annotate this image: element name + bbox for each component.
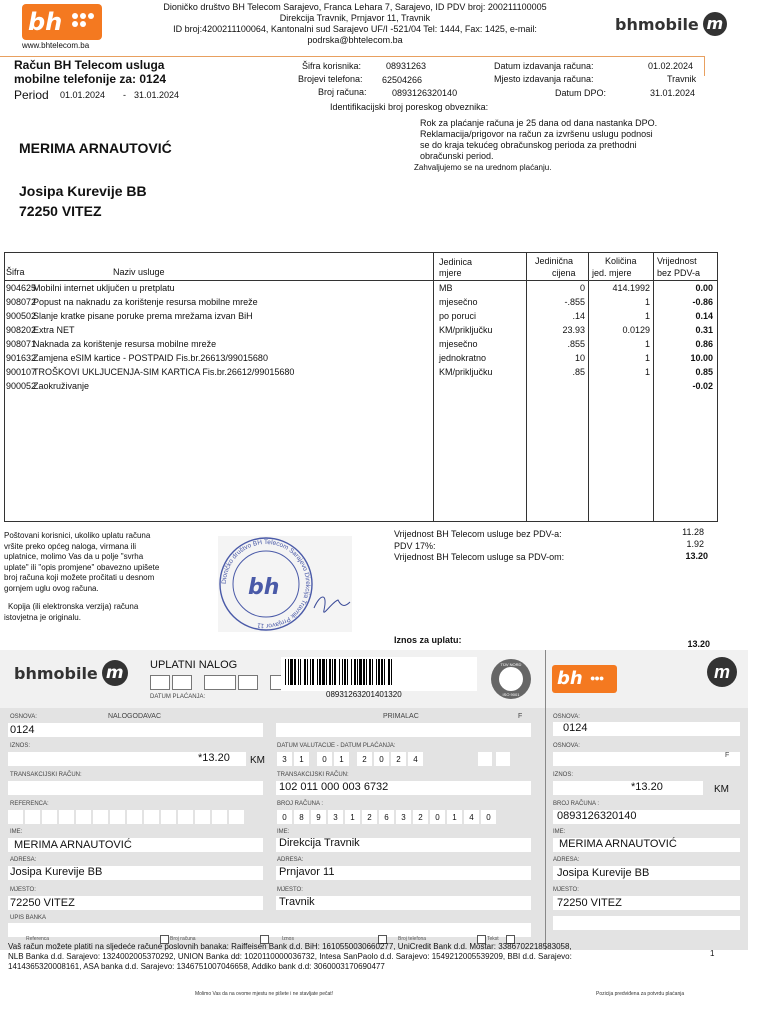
row-qty: 0.0129 <box>622 325 650 335</box>
cb-label-iznos: Iznos <box>282 936 294 942</box>
stub-address-value: Josipa Kurevije BB <box>557 867 650 879</box>
slip-m-circle-icon: m <box>707 657 737 687</box>
tax-id-label: Identifikacijski broj poreskog obveznika: <box>330 102 489 112</box>
thanks-text: Zahvaljujemo se na urednom plaćanju. <box>414 163 552 172</box>
row-service: Mobilni internet uključen u pretplatu <box>33 283 175 293</box>
company-line-4: podrska@bhtelecom.ba <box>307 35 403 45</box>
company-line-2: Direkcija Travnik, Prnjavor 11, Travnik <box>279 13 431 23</box>
m-logo-icon: m <box>703 12 727 36</box>
header-service: Naziv usluge <box>113 267 165 277</box>
stamp-center-text: bh <box>248 575 280 600</box>
recipient-name-label: IME: <box>277 829 290 835</box>
payer-city-label: MJESTO: <box>10 887 36 893</box>
valuta-digit: 0 <box>317 752 332 766</box>
instruction-line-4: uplate" ili "opis promjene" obavezno upišete <box>4 562 160 572</box>
row-service: Naknada za korištenje resursa mobilne mreže <box>33 339 217 349</box>
iso-text: ISO 9001 <box>502 692 520 697</box>
user-code: 08931263 <box>386 61 427 71</box>
stub-city-value: 72250 VITEZ <box>557 897 622 909</box>
bill-title-line2: mobilne telefonije za: 0124 <box>14 72 167 86</box>
amount-value: *13.20 <box>198 752 230 764</box>
payer-address-label: ADRESA: <box>10 857 37 863</box>
slip-bhmobile-logo <box>14 660 128 686</box>
row-value: 0.85 <box>695 367 713 377</box>
tuv-text: TÜV NORD <box>500 662 522 667</box>
gross-total: 13.20 <box>685 551 708 561</box>
account-label: Broj računa: <box>318 87 367 97</box>
stub-name-value: MERIMA ARNAUTOVIĆ <box>559 838 677 850</box>
amount-due: 13.20 <box>687 639 710 649</box>
header-value-1: Vrijednost <box>657 256 697 266</box>
table-row <box>5 309 717 323</box>
recipient-address-value: Prnjavor 11 <box>279 866 335 878</box>
stamp-seal-icon <box>218 536 352 632</box>
company-line-3: ID broj:4200211100064, Kantonalni sud Sarajevo UF/I -521/04 Tel: 1444, Fax: 1425, e-mail: <box>173 24 537 34</box>
row-price: -.855 <box>564 297 585 307</box>
osnova-field[interactable] <box>8 723 263 737</box>
bank-label: UPIS BANKA <box>10 915 47 921</box>
payer-account-field[interactable] <box>8 781 263 795</box>
stamp-ring-text: Dioničko društvo BH Telecom Sarajevo Direkcija Travnik Prnjavor 11 <box>220 538 312 630</box>
account-number-field[interactable] <box>277 810 498 824</box>
company-line-1: Dioničko društvo BH Telecom Sarajevo, Franca Lehara 7, Sarajevo, ID PDV broj: 200211100005 <box>163 2 547 12</box>
table-row <box>5 365 717 379</box>
bank-note-line-2: NLB Banka d.d. Sarajevo: 1324002005370292, UNION Banka dd: 1020110000036732, Intesa SanPaolo d.d. Sarajevo: 1549212005539209, BBI d.d. Sarajevo: <box>8 952 572 961</box>
currency-label: KM <box>250 755 265 766</box>
copy-note-line-2: istovjetna je originalu. <box>4 612 81 622</box>
copy-note <box>4 602 138 623</box>
stamp-area <box>218 536 352 632</box>
row-code: 900502 <box>6 311 37 321</box>
header-value-2: bez PDV-a <box>657 268 701 278</box>
note-line-4: obračunski period. <box>420 151 494 161</box>
stub-amount-field[interactable] <box>553 781 703 795</box>
valuta-label: DATUM VALUTACIJE - DATUM PLAĆANJA: <box>277 743 396 749</box>
amount-due-label: Iznos za uplatu: <box>394 635 462 645</box>
bh-logo-text: bh <box>28 8 63 36</box>
table-row <box>5 323 717 337</box>
phone-number: 62504266 <box>382 75 423 85</box>
payer-heading: NALOGODAVAC <box>108 713 162 720</box>
header-price-2: cijena <box>552 268 576 278</box>
broj-racuna-label: BROJ RAČUNA : <box>277 801 324 807</box>
row-service: Popust na naknadu za korištenje resursa mobilne mreže <box>33 297 258 307</box>
row-service: Slanje kratke pisane poruke prema mrežama izvan BiH <box>33 311 253 321</box>
referenca-label: REFERENCA: <box>10 801 49 807</box>
barcode-text: 08931263201401320 <box>326 690 402 699</box>
row-price: .855 <box>567 339 585 349</box>
recipient-address-label: ADRESA: <box>277 857 304 863</box>
row-unit: mjesečno <box>439 339 478 349</box>
stub-iznos-label: IZNOS: <box>553 772 574 778</box>
row-unit: jednokratno <box>439 353 487 363</box>
table-row <box>5 379 717 393</box>
header-divider-right <box>704 56 705 76</box>
cb-label-tekst: Tekst <box>487 936 499 942</box>
account-digit: 9 <box>311 810 326 824</box>
service-items-table <box>4 252 718 522</box>
barcode-icon <box>281 657 477 687</box>
website-text: www.bhtelecom.ba <box>22 41 90 50</box>
valuta-digit: 2 <box>357 752 372 766</box>
stub-city-label: MJESTO: <box>553 887 579 893</box>
table-row <box>5 337 717 351</box>
bhmobile-logo <box>615 12 727 36</box>
row-value: 0.00 <box>695 283 713 293</box>
header-divider <box>0 56 704 57</box>
stub-account-value: 0893126320140 <box>557 810 637 822</box>
slip-title: UPLATNI NALOG <box>150 659 238 671</box>
recipient-city-label: MJESTO: <box>277 887 303 893</box>
row-qty: 1 <box>644 353 650 363</box>
account-digit: 0 <box>277 810 292 824</box>
header-qty-1: Količina <box>605 256 637 266</box>
header-price-1: Jedinična <box>535 256 574 266</box>
cb-label-referenca: Referenca <box>26 936 50 942</box>
customer-city: 72250 VITEZ <box>19 203 102 219</box>
slip-bh-dots-icon: ●●● <box>590 673 604 683</box>
tuv-iso-icon <box>487 657 535 701</box>
stub-osnova2-label: OSNOVA: <box>553 743 580 749</box>
valuta-digit: 1 <box>334 752 349 766</box>
logo-dots-icon <box>72 13 94 31</box>
period-from: 01.01.2024 <box>60 90 106 100</box>
vat-label: PDV 17%: <box>394 541 436 551</box>
instruction-line-5: broj računa koji možete pročitati u desnom <box>4 573 155 582</box>
user-code-label: Šifra korisnika: <box>302 61 362 71</box>
row-service: Extra NET <box>33 325 75 335</box>
row-unit: MB <box>439 283 453 293</box>
cb-label-broj: Broj računa <box>170 936 196 942</box>
row-code: 908202 <box>6 325 37 335</box>
payment-instruction <box>4 531 159 594</box>
net-total-label: Vrijednost BH Telecom usluge bez PDV-a: <box>394 529 562 539</box>
recipient-account-label: TRANSAKCIJSKI RAČUN: <box>277 772 349 778</box>
payer-name-value: MERIMA ARNAUTOVIĆ <box>14 839 132 851</box>
tuv-certificate <box>487 657 535 701</box>
payer-city-value: 72250 VITEZ <box>10 897 75 909</box>
stub-osnova-label: OSNOVA: <box>553 714 580 720</box>
row-qty: 1 <box>644 339 650 349</box>
valuta-extra-box-1[interactable] <box>478 752 492 766</box>
note-line-3: se do kraja tekućeg obračunskog perioda za prethodni <box>420 140 637 150</box>
company-info <box>120 2 590 46</box>
recipient-account-value: 102 011 000 003 6732 <box>279 781 389 793</box>
bh-telecom-logo <box>22 4 102 40</box>
stub-amount-value: *13.20 <box>631 781 663 793</box>
stub-broj-racuna-label: BROJ RAČUNA : <box>553 801 600 807</box>
signature-icon <box>314 597 350 612</box>
account-digit: 8 <box>294 810 309 824</box>
issue-date-label: Datum izdavanja računa: <box>494 61 594 71</box>
table-row <box>5 281 717 295</box>
row-value: 0.31 <box>695 325 713 335</box>
phone-label: Brojevi telefona: <box>298 74 363 84</box>
table-row <box>5 351 717 365</box>
row-value: 0.86 <box>695 339 713 349</box>
bottom-note-right: Pozicija predviđena za potvrdu plaćanja <box>596 991 685 997</box>
note-line-2: Reklamacija/prigovor na račun za izvršenu uslugu podnosi <box>420 129 653 139</box>
row-price: 23.93 <box>562 325 585 335</box>
bhmobile-text: bhmobile <box>615 14 699 34</box>
account-digit: 6 <box>379 810 394 824</box>
recipient-city-value: Travnik <box>279 896 315 908</box>
issue-place-label: Mjesto izdavanja računa: <box>494 74 594 84</box>
stub-osnova-value: 0124 <box>563 722 588 734</box>
issue-place: Travnik <box>667 74 697 84</box>
row-price: 10 <box>574 353 585 363</box>
row-value: -0.86 <box>692 297 713 307</box>
payment-date-label: DATUM PLAĆANJA: <box>150 694 206 700</box>
row-code: 900052 <box>6 381 37 391</box>
row-unit: mjesečno <box>439 297 478 307</box>
valuta-digit: 0 <box>374 752 389 766</box>
account-digit: 1 <box>447 810 462 824</box>
slip-bh-logo <box>552 665 617 693</box>
row-code: 908072 <box>6 297 37 307</box>
issue-date: 01.02.2024 <box>648 61 694 71</box>
slip-bhmobile-text: bhmobile <box>14 663 98 683</box>
customer-street: Josipa Kurevije BB <box>19 183 147 199</box>
payment-notes <box>420 118 657 162</box>
barcode <box>281 657 477 691</box>
instruction-line-2: vršite preko općeg naloga, virmana ili <box>4 541 137 551</box>
note-line-1: Rok za plaćanje računa je 25 dana od dana nastanka DPO. <box>420 118 658 128</box>
recipient-osnova-field[interactable] <box>276 723 531 737</box>
payer-account-label: TRANSAKCIJSKI RAČUN: <box>10 772 82 778</box>
f-mark: F <box>518 713 523 720</box>
row-qty: 1 <box>644 311 650 321</box>
account-digit: 2 <box>413 810 428 824</box>
valuta-digit: 4 <box>408 752 423 766</box>
net-total: 11.28 <box>682 527 704 537</box>
header-qty-2: jed. mjere <box>592 268 632 278</box>
bill-title-line1: Račun BH Telecom usluga <box>14 58 165 72</box>
row-code: 900107 <box>6 367 37 377</box>
payer-name-label: IME: <box>10 829 23 835</box>
slip-divider <box>545 650 546 950</box>
stub-name-label: IME: <box>553 829 566 835</box>
stub-f-mark: F <box>725 752 730 759</box>
bank-accounts-note <box>8 942 572 972</box>
account-digit: 4 <box>464 810 479 824</box>
row-qty: 1 <box>644 367 650 377</box>
valuta-digit: 2 <box>391 752 406 766</box>
period-dash: - <box>123 90 126 100</box>
account-number: 0893126320140 <box>392 88 458 98</box>
valuta-digit: 3 <box>277 752 292 766</box>
row-unit: KM/priključku <box>439 367 493 377</box>
stub-address-label: ADRESA: <box>553 857 580 863</box>
row-unit: po poruci <box>439 311 477 321</box>
row-value: 10.00 <box>690 353 713 363</box>
stub-osnova2-field[interactable] <box>553 752 740 766</box>
slip-bh-logo-text: bh <box>557 668 583 689</box>
stub-currency: KM <box>714 784 729 795</box>
dpo-date: 31.01.2024 <box>650 88 696 98</box>
valuta-digit: 1 <box>294 752 309 766</box>
row-code: 904625 <box>6 283 37 293</box>
osnova-label: OSNOVA: <box>10 714 37 720</box>
account-digit: 2 <box>362 810 377 824</box>
row-qty: 414.1992 <box>612 283 650 293</box>
account-digit: 3 <box>396 810 411 824</box>
slip-m-logo-icon: m <box>102 660 128 686</box>
row-value: -0.02 <box>692 381 713 391</box>
instruction-line-6: gornjem uglu ovog računa. <box>4 583 99 593</box>
row-price: .85 <box>572 367 585 377</box>
period-to: 31.01.2024 <box>134 90 180 100</box>
row-service: Zamjena eSIM kartice - POSTPAID Fis.br.26613/99015680 <box>33 353 268 363</box>
row-price: 0 <box>579 283 585 293</box>
payer-address-value: Josipa Kurevije BB <box>10 866 103 878</box>
customer-name: MERIMA ARNAUTOVIĆ <box>19 140 172 156</box>
account-digit: 0 <box>481 810 496 824</box>
header-code: Šifra <box>6 267 25 277</box>
period-label: Period <box>14 88 49 102</box>
bottom-note: Molimo Vas da na ovome mjestu ne pišete i ne stavljate pečat! <box>195 991 334 997</box>
bank-note-line-3: 1414365320008161, ASA banka d.d. Sarajevo: 1346751007046658, Addiko bank d.d: 3060003170690477 <box>8 962 385 971</box>
cb-label-telefon: Broj telefona <box>398 936 427 942</box>
dpo-label: Datum DPO: <box>555 88 607 98</box>
row-value: 0.14 <box>695 311 713 321</box>
page-number: 1 <box>710 949 715 958</box>
vat-total: 1.92 <box>686 539 704 549</box>
instruction-line-1: Poštovani korisnici, ukoliko uplatu računa <box>4 531 151 540</box>
date-boxes <box>150 675 290 690</box>
gross-total-label: Vrijednost BH Telecom usluge sa PDV-om: <box>394 552 565 562</box>
bank-note-line-1: Vaš račun možete platiti na sljedeće račune poslovnih banaka: Raiffeisen Bank d.d. BiH: 1610550030660277, UniCredit Bank d.d. Mostar: 3386702218583058, <box>8 942 572 951</box>
iznos-label: IZNOS: <box>10 743 31 749</box>
account-digit: 3 <box>328 810 343 824</box>
row-code: 908071 <box>6 339 37 349</box>
header-unit-1: Jedinica <box>439 257 473 267</box>
valuta-date-field[interactable] <box>277 752 425 766</box>
row-price: .14 <box>572 311 585 321</box>
account-digit: 0 <box>430 810 445 824</box>
copy-note-line-1: Kopija (ili elektronska verzija) računa <box>8 602 139 611</box>
table-row <box>5 295 717 309</box>
recipient-heading: PRIMALAC <box>383 713 419 720</box>
row-unit: KM/priključku <box>439 325 493 335</box>
row-service: TROŠKOVI UKLJUCENJA-SIM KARTICA Fis.br.26612/99015680 <box>33 367 295 377</box>
osnova-value: 0124 <box>10 724 35 736</box>
recipient-name-value: Direkcija Travnik <box>279 837 360 849</box>
row-service: Zaokruživanje <box>33 381 90 391</box>
referenca-field[interactable] <box>8 810 246 824</box>
row-qty: 1 <box>644 297 650 307</box>
stub-extra-field[interactable] <box>553 916 740 930</box>
row-code: 901632 <box>6 353 37 363</box>
valuta-extra-box-2[interactable] <box>496 752 510 766</box>
account-digit: 1 <box>345 810 360 824</box>
instruction-line-3: uplatnice, molimo Vas da u polje "svrha <box>4 552 144 561</box>
header-unit-2: mjere <box>439 268 462 278</box>
